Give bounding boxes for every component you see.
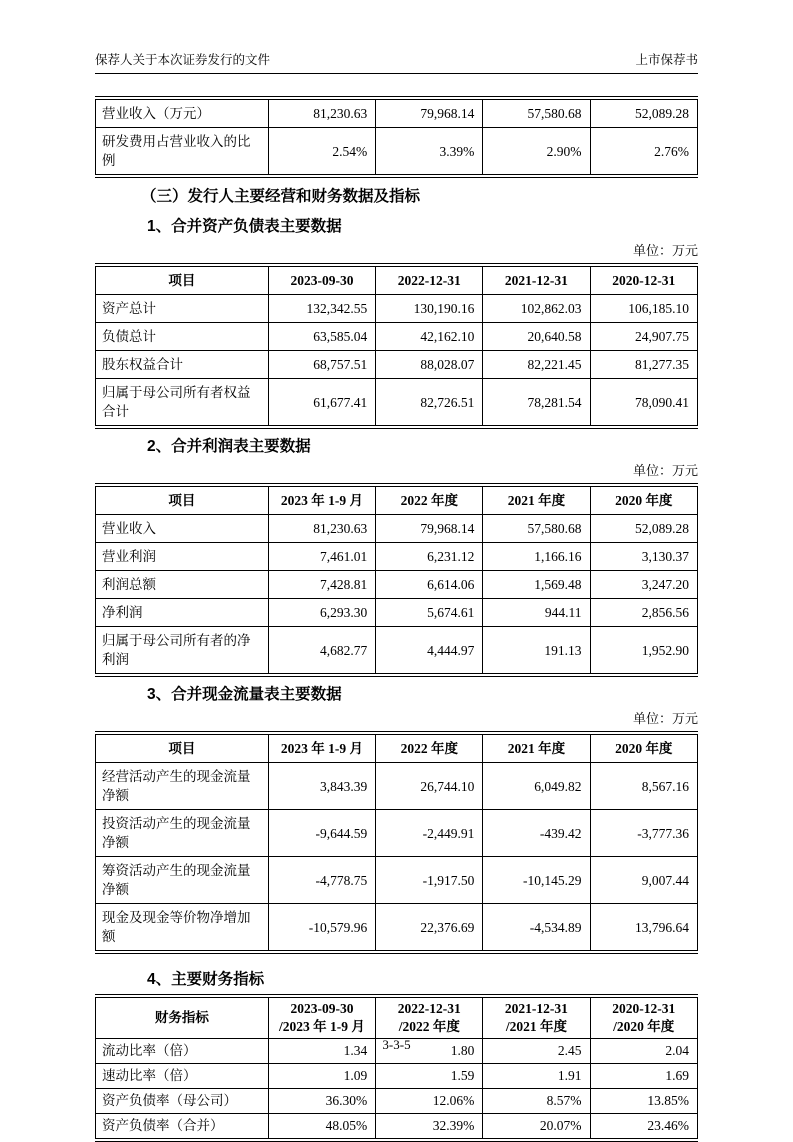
cell-value: 944.11: [483, 599, 590, 627]
row-label: 速动比率（倍）: [96, 1064, 269, 1089]
cell-value: 1.09: [268, 1064, 375, 1089]
row-label: 归属于母公司所有者权益合计: [96, 379, 269, 428]
row-label: 流动比率（倍）: [96, 1039, 269, 1064]
cell-value: 1.80: [376, 1039, 483, 1064]
table-row: [96, 543, 698, 571]
cell-value: -2,449.91: [376, 810, 483, 857]
column-header: 2022-12-31: [376, 265, 483, 295]
cell-value: 106,185.10: [590, 295, 698, 323]
cell-value: 1.69: [590, 1064, 698, 1089]
cell-value: 1.59: [376, 1064, 483, 1089]
table-row: [96, 904, 698, 953]
cell-value: 82,221.45: [483, 351, 590, 379]
column-header: 2023-09-30 /2023 年 1-9 月: [268, 996, 375, 1039]
cell-value: 79,968.14: [376, 515, 483, 543]
column-header: 2021 年度: [483, 485, 590, 515]
cell-value: 48.05%: [268, 1114, 375, 1141]
table-row: [96, 1064, 698, 1089]
row-label: 负债总计: [96, 323, 269, 351]
cell-value: 2.54%: [268, 128, 375, 177]
column-header: 2022 年度: [376, 733, 483, 763]
subsection-title-cash-flow: 3、合并现金流量表主要数据: [147, 686, 342, 703]
cell-value: -4,534.89: [483, 904, 590, 953]
financial-indicators-table: [95, 994, 698, 1142]
table-row: [96, 857, 698, 904]
column-header: 2020 年度: [590, 485, 698, 515]
cell-value: 3,130.37: [590, 543, 698, 571]
cell-value: 81,230.63: [268, 98, 375, 128]
cell-value: 20.07%: [483, 1114, 590, 1141]
cell-value: 82,726.51: [376, 379, 483, 428]
column-header: 2023-09-30: [268, 265, 375, 295]
header-right-text: 上市保荐书: [635, 53, 698, 67]
column-header: 项目: [96, 733, 269, 763]
cell-value: 4,444.97: [376, 627, 483, 676]
cell-value: 7,461.01: [268, 543, 375, 571]
unit-label-balance-sheet: 单位：万元: [632, 243, 698, 258]
cell-value: 102,862.03: [483, 295, 590, 323]
cell-value: 191.13: [483, 627, 590, 676]
cell-value: 81,230.63: [268, 515, 375, 543]
column-header: 2023 年 1-9 月: [268, 733, 375, 763]
cell-value: 9,007.44: [590, 857, 698, 904]
cell-value: 2.04: [590, 1039, 698, 1064]
column-header: 2020 年度: [590, 733, 698, 763]
cell-value: 2.90%: [483, 128, 590, 177]
row-label: 营业收入: [96, 515, 269, 543]
cell-value: 78,281.54: [483, 379, 590, 428]
table-row: [96, 810, 698, 857]
row-label: 营业收入（万元）: [96, 98, 269, 128]
column-header: 2020-12-31 /2020 年度: [590, 996, 698, 1039]
section-heading: （三）发行人主要经营和财务数据及指标: [141, 188, 421, 205]
table-row: [96, 1114, 698, 1141]
cell-value: 6,231.12: [376, 543, 483, 571]
subsection-title-balance-sheet: 1、合并资产负债表主要数据: [147, 218, 342, 235]
table-row: [96, 379, 698, 428]
cell-value: 23.46%: [590, 1114, 698, 1141]
cell-value: 32.39%: [376, 1114, 483, 1141]
cell-value: 24,907.75: [590, 323, 698, 351]
column-header: 2022-12-31 /2022 年度: [376, 996, 483, 1039]
row-label: 净利润: [96, 599, 269, 627]
row-label: 股东权益合计: [96, 351, 269, 379]
cell-value: 68,757.51: [268, 351, 375, 379]
row-label: 筹资活动产生的现金流量净额: [96, 857, 269, 904]
cell-value: 2.45: [483, 1039, 590, 1064]
subsection-title-financial-indicators: 4、主要财务指标: [147, 971, 265, 988]
table-row: [96, 599, 698, 627]
cell-value: -1,917.50: [376, 857, 483, 904]
cell-value: 42,162.10: [376, 323, 483, 351]
cell-value: 81,277.35: [590, 351, 698, 379]
table-row: [96, 571, 698, 599]
column-header: 2020-12-31: [590, 265, 698, 295]
cell-value: 2,856.56: [590, 599, 698, 627]
table-header-row: [96, 265, 698, 295]
row-label: 现金及现金等价物净增加额: [96, 904, 269, 953]
column-header: 项目: [96, 485, 269, 515]
cell-value: -3,777.36: [590, 810, 698, 857]
balance-sheet-table: [95, 263, 698, 429]
cell-value: 36.30%: [268, 1089, 375, 1114]
row-label: 归属于母公司所有者的净利润: [96, 627, 269, 676]
cell-value: 2.76%: [590, 128, 698, 177]
cell-value: -4,778.75: [268, 857, 375, 904]
table-header-row: [96, 485, 698, 515]
row-label: 资产负债率（母公司）: [96, 1089, 269, 1114]
cash-flow-table: [95, 731, 698, 954]
row-label: 研发费用占营业收入的比例: [96, 128, 269, 177]
cell-value: 1,569.48: [483, 571, 590, 599]
income-statement-table: [95, 483, 698, 677]
cell-value: 26,744.10: [376, 763, 483, 810]
row-label: 投资活动产生的现金流量净额: [96, 810, 269, 857]
cell-value: 6,293.30: [268, 599, 375, 627]
unit-label-income-statement: 单位：万元: [632, 463, 698, 478]
row-label: 利润总额: [96, 571, 269, 599]
revenue-rd-ratio-table: [95, 96, 698, 178]
table-header-row: [96, 996, 698, 1039]
cell-value: 52,089.28: [590, 98, 698, 128]
cell-value: 6,049.82: [483, 763, 590, 810]
column-header: 财务指标: [96, 996, 269, 1039]
unit-label-cash-flow: 单位：万元: [632, 711, 698, 726]
cell-value: 4,682.77: [268, 627, 375, 676]
cell-value: -10,579.96: [268, 904, 375, 953]
row-label: 资产总计: [96, 295, 269, 323]
cell-value: 13.85%: [590, 1089, 698, 1114]
cell-value: 3,247.20: [590, 571, 698, 599]
table-row: [96, 763, 698, 810]
row-label: 营业利润: [96, 543, 269, 571]
table-row: [96, 98, 698, 128]
cell-value: 22,376.69: [376, 904, 483, 953]
header-left-text: 保荐人关于本次证券发行的文件: [95, 53, 271, 67]
cell-value: 132,342.55: [268, 295, 375, 323]
row-label: 经营活动产生的现金流量净额: [96, 763, 269, 810]
cell-value: 1.34: [268, 1039, 375, 1064]
column-header: 2022 年度: [376, 485, 483, 515]
cell-value: 57,580.68: [483, 98, 590, 128]
cell-value: 5,674.61: [376, 599, 483, 627]
cell-value: 78,090.41: [590, 379, 698, 428]
cell-value: -439.42: [483, 810, 590, 857]
cell-value: 20,640.58: [483, 323, 590, 351]
cell-value: 63,585.04: [268, 323, 375, 351]
cell-value: 8.57%: [483, 1089, 590, 1114]
cell-value: 1.91: [483, 1064, 590, 1089]
table-row: [96, 351, 698, 379]
table-header-row: [96, 733, 698, 763]
table-row: [96, 323, 698, 351]
cell-value: 3,843.39: [268, 763, 375, 810]
table-row: [96, 515, 698, 543]
cell-value: 52,089.28: [590, 515, 698, 543]
cell-value: 88,028.07: [376, 351, 483, 379]
cell-value: 130,190.16: [376, 295, 483, 323]
cell-value: 1,166.16: [483, 543, 590, 571]
cell-value: 8,567.16: [590, 763, 698, 810]
cell-value: 61,677.41: [268, 379, 375, 428]
cell-value: -10,145.29: [483, 857, 590, 904]
column-header: 项目: [96, 265, 269, 295]
cell-value: 3.39%: [376, 128, 483, 177]
cell-value: 57,580.68: [483, 515, 590, 543]
column-header: 2023 年 1-9 月: [268, 485, 375, 515]
page-number: 3-3-5: [382, 1037, 411, 1052]
cell-value: -9,644.59: [268, 810, 375, 857]
column-header: 2021 年度: [483, 733, 590, 763]
cell-value: 1,952.90: [590, 627, 698, 676]
cell-value: 13,796.64: [590, 904, 698, 953]
column-header: 2021-12-31: [483, 265, 590, 295]
table-row: [96, 1089, 698, 1114]
column-header: 2021-12-31 /2021 年度: [483, 996, 590, 1039]
table-row: [96, 627, 698, 676]
document-header: [95, 52, 698, 74]
cell-value: 79,968.14: [376, 98, 483, 128]
cell-value: 12.06%: [376, 1089, 483, 1114]
subsection-title-income-statement: 2、合并利润表主要数据: [147, 438, 311, 455]
cell-value: 6,614.06: [376, 571, 483, 599]
table-row: [96, 128, 698, 177]
cell-value: 7,428.81: [268, 571, 375, 599]
row-label: 资产负债率（合并）: [96, 1114, 269, 1141]
table-row: [96, 295, 698, 323]
